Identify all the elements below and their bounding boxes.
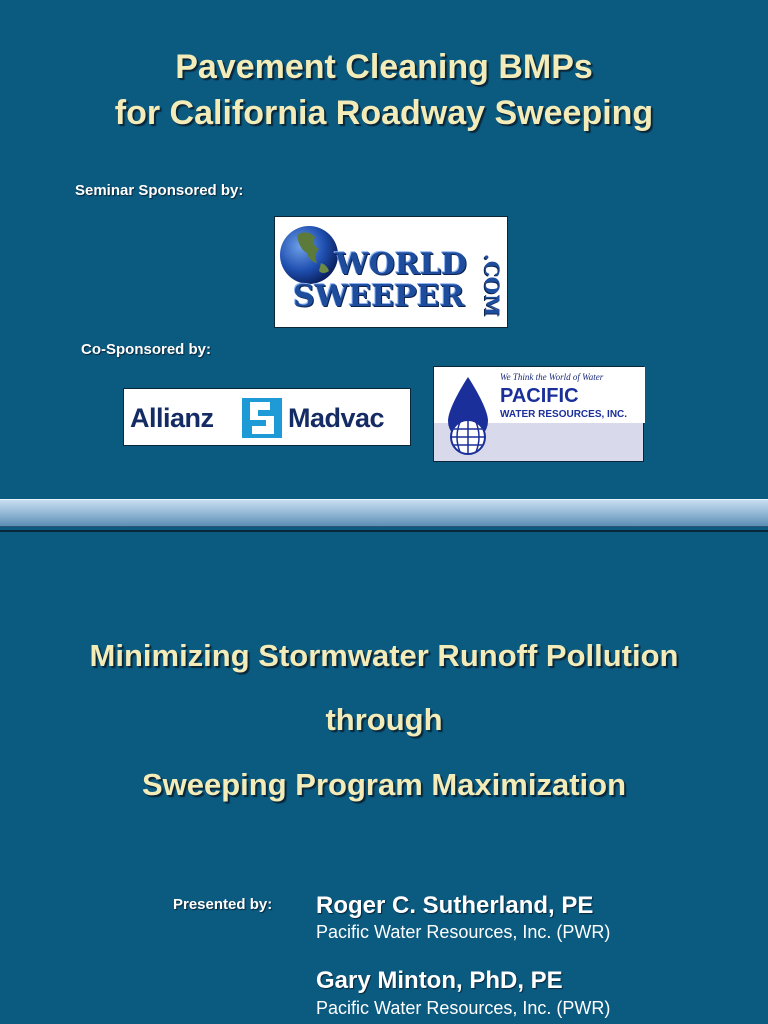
logo-word-sweeper: SWEEPER: [293, 279, 465, 314]
presenter-2-org: Pacific Water Resources, Inc. (PWR): [316, 998, 611, 1018]
divider-bar: [0, 499, 768, 527]
logo-word-world: WORLD: [335, 247, 467, 282]
cosponsor-label: Co-Sponsored by:: [81, 341, 211, 358]
logo-dotcom: .COM: [480, 253, 505, 317]
pacific-name: PACIFIC: [500, 385, 579, 407]
allianz-word: Allianz: [130, 403, 214, 433]
main-title-line-3: Sweeping Program Maximization: [141, 767, 627, 802]
allianz-madvac-logo: [123, 388, 411, 446]
worldsweeper-logo: [274, 216, 508, 328]
divider-line: [0, 530, 768, 532]
main-title-line-1: Minimizing Stormwater Runoff Pollution: [89, 638, 679, 673]
pacific-subname: WATER RESOURCES, INC.: [500, 409, 628, 420]
allianz-s-icon: [242, 398, 282, 438]
presenter-1-name: Roger C. Sutherland, PE: [316, 892, 594, 919]
main-title-line-2: through: [325, 702, 443, 737]
title-line-1: Pavement Cleaning BMPs: [175, 48, 593, 86]
presentation-title: [0, 44, 768, 136]
madvac-word: Madvac: [288, 403, 385, 433]
title-line-2: for California Roadway Sweeping: [114, 94, 654, 132]
presenter-2-name: Gary Minton, PhD, PE: [316, 967, 563, 994]
sponsor-label: Seminar Sponsored by:: [75, 182, 244, 199]
presented-by-label: Presented by:: [173, 896, 273, 913]
water-drop-globe-icon: [438, 369, 498, 461]
pacific-tagline: We Think the World of Water: [500, 372, 604, 382]
presenter-1-org: Pacific Water Resources, Inc. (PWR): [316, 922, 611, 942]
pacific-water-logo: [433, 366, 644, 462]
